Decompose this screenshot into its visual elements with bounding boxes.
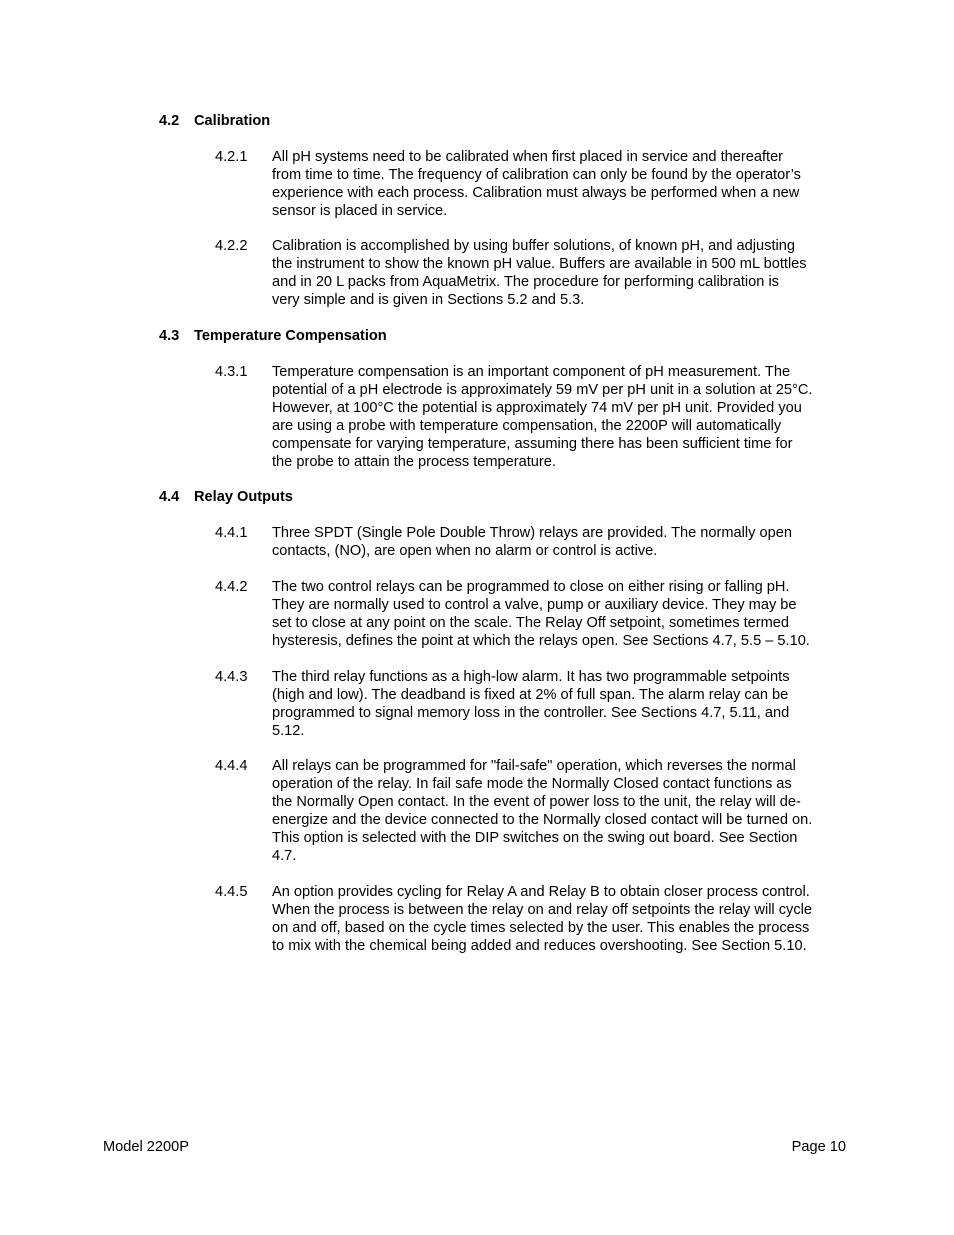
paragraph-line: All pH systems need to be calibrated when first placed in service and thereafter [272,149,784,165]
paragraph-number: 4.4.5 [215,884,248,900]
paragraph-line: experience with each process. Calibration must always be performed when a new [272,185,800,201]
footer-model-name: Model 2200P [103,1139,190,1155]
section-number: 4.2 [159,113,180,129]
paragraph-number: 4.4.1 [215,525,248,541]
paragraph-line: very simple and is given in Sections 5.2 and 5.3. [272,292,585,308]
section-title: Calibration [194,113,271,129]
paragraph-line: set to close at any point on the scale. The Relay Off setpoint, sometimes termed [272,615,789,631]
paragraph-line: This option is selected with the DIP switches on the swing out board. See Section [272,830,798,846]
paragraph-number: 4.2.2 [215,238,248,254]
paragraph-number: 4.3.1 [215,364,248,380]
paragraph-line: 5.12. [272,723,305,739]
paragraph-line: The two control relays can be programmed to close on either rising or falling pH. [272,579,790,595]
paragraph-line: contacts, (NO), are open when no alarm or control is active. [272,543,658,559]
paragraph-line: programmed to signal memory loss in the controller. See Sections 4.7, 5.11, and [272,705,790,721]
paragraph-line: on and off, based on the cycle times selected by the user. This enables the process [272,920,810,936]
paragraph-line: operation of the relay. In fail safe mode the Normally Closed contact functions as [272,776,792,792]
section-title: Relay Outputs [194,489,293,505]
footer-page-number: Page 10 [791,1139,846,1155]
paragraph-line: and in 20 L packs from AquaMetrix. The procedure for performing calibration is [272,274,779,290]
paragraph-line: (high and low). The deadband is fixed at 2% of full span. The alarm relay can be [272,687,789,703]
paragraph-line: to mix with the chemical being added and reduces overshooting. See Section 5.10. [272,938,807,954]
paragraph-line: The third relay functions as a high-low alarm. It has two programmable setpoints [272,669,790,685]
section-heading-4-2 [159,112,270,130]
paragraph-line: When the process is between the relay on and relay off setpoints the relay will cycle [272,902,812,918]
paragraph-line: 4.7. [272,848,297,864]
paragraph-line: However, at 100°C the potential is approximately 74 mV per pH unit. Provided you [272,400,802,416]
paragraph-line: energize and the device connected to the Normally closed contact will be turned on. [272,812,813,828]
section-heading-4-4 [159,488,293,506]
paragraph-line: They are normally used to control a valve, pump or auxiliary device. They may be [272,597,797,613]
section-title: Temperature Compensation [194,328,387,344]
paragraph-line: the instrument to show the known pH value. Buffers are available in 500 mL bottles [272,256,807,272]
paragraph-line: sensor is placed in service. [272,203,448,219]
paragraph-line: potential of a pH electrode is approximately 59 mV per pH unit in a solution at 25°C. [272,382,813,398]
paragraph-number: 4.4.2 [215,579,248,595]
section-number: 4.4 [159,489,180,505]
paragraph-line: are using a probe with temperature compensation, the 2200P will automatically [272,418,782,434]
paragraph-line: Three SPDT (Single Pole Double Throw) relays are provided. The normally open [272,525,792,541]
paragraph-line: the Normally Open contact. In the event of power loss to the unit, the relay will de- [272,794,801,810]
paragraph-number: 4.4.4 [215,758,248,774]
paragraph-number: 4.4.3 [215,669,248,685]
paragraph-line: Calibration is accomplished by using buffer solutions, of known pH, and adjusting [272,238,795,254]
paragraph-line: compensate for varying temperature, assuming there has been sufficient time for [272,436,793,452]
paragraph-line: An option provides cycling for Relay A and Relay B to obtain closer process control. [272,884,810,900]
paragraph-line: hysteresis, defines the point at which the relays open. See Sections 4.7, 5.5 – 5.10. [272,633,810,649]
paragraph-line: the probe to attain the process temperature. [272,454,556,470]
paragraph-line: from time to time. The frequency of calibration can only be found by the operator’s [272,167,801,183]
paragraph-number: 4.2.1 [215,149,248,165]
paragraph-line: All relays can be programmed for "fail-safe" operation, which reverses the normal [272,758,796,774]
section-number: 4.3 [159,328,180,344]
section-heading-4-3 [159,327,387,345]
paragraph-line: Temperature compensation is an important component of pH measurement. The [272,364,791,380]
